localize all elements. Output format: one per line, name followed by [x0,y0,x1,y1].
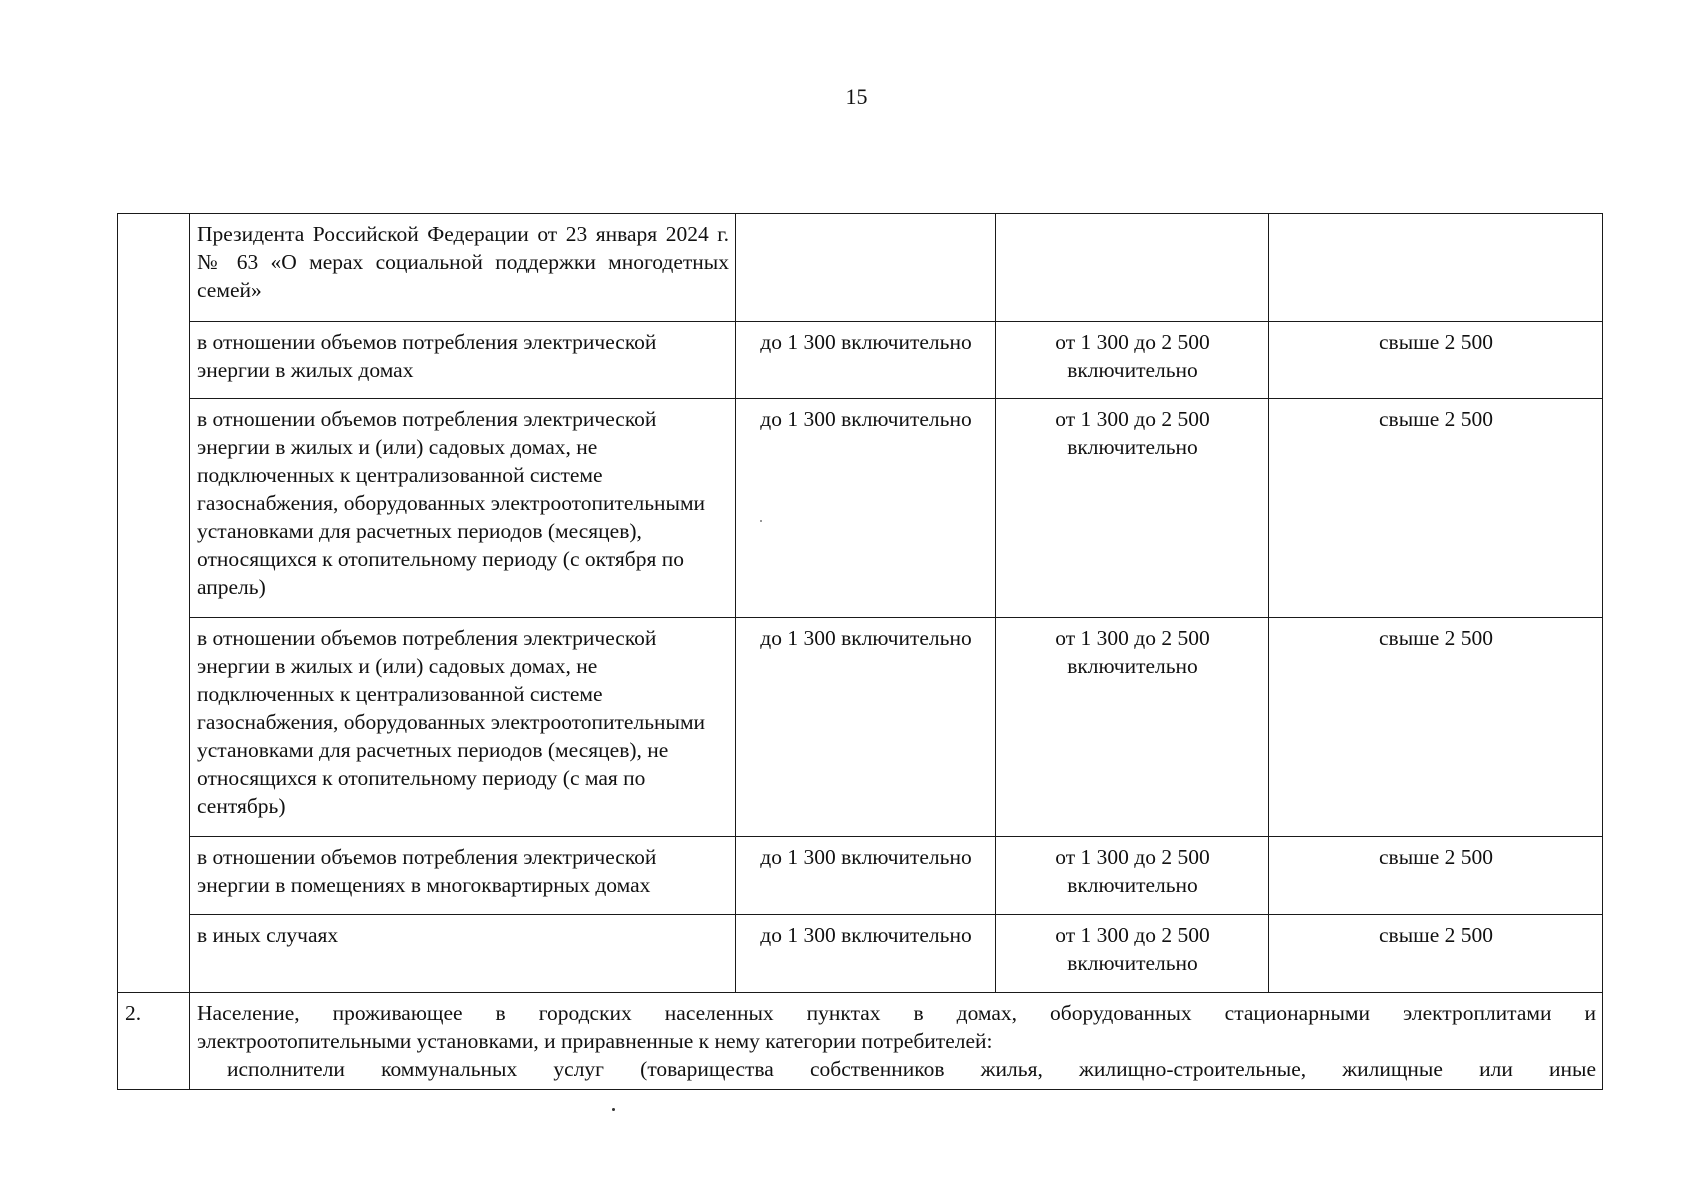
row-number-cell [118,915,190,993]
row-number-cell [118,214,190,322]
range-mid-cell: от 1 300 до 2 500 включительно [996,618,1269,837]
scan-speck [612,1108,615,1111]
table-row [118,214,1603,322]
range-high-cell: свыше 2 500 [1269,618,1603,837]
range-high-cell: свыше 2 500 [1269,837,1603,915]
row-description: Президента Российской Федерации от 23 января 2024 г. № 63 «О мерах социальной поддержки многодетных семей» [190,214,736,322]
row-number-cell [118,399,190,618]
range-low-cell: до 1 300 включительно [736,837,996,915]
scan-speck [760,520,762,522]
range-low-cell: до 1 300 включительно [736,322,996,399]
table-row [118,915,1603,993]
range-low-cell: до 1 300 включительно [736,399,996,618]
table-row [118,837,1603,915]
section-2-row [118,993,1603,1090]
table-row [118,322,1603,399]
range-high-cell: свыше 2 500 [1269,399,1603,618]
row-number-cell [118,618,190,837]
row-description: в отношении объемов потребления электрической энергии в жилых и (или) садовых домах, не подключенных к централизованной системе газоснабжения, оборудованных электроотопительными установками для расчетных периодов (месяцев), относящихся к отопительному периоду (с октября по апрель) [190,399,736,618]
range-mid-cell: от 1 300 до 2 500 включительно [996,915,1269,993]
row-description: в иных случаях [190,915,736,993]
table-row [118,399,1603,618]
section-2-description [190,993,1603,1090]
page-number: 15 [845,84,868,109]
row-number-cell [118,322,190,399]
section-2-line-2: электроотопительными установками, и приравненные к нему категории потребителей: [197,1029,993,1053]
range-high-cell: свыше 2 500 [1269,322,1603,399]
range-low-cell: до 1 300 включительно [736,915,996,993]
row-description: в отношении объемов потребления электрической энергии в жилых и (или) садовых домах, не подключенных к централизованной системе газоснабжения, оборудованных электроотопительными установками для расчетных периодов (месяцев), не относящихся к отопительному периоду (с мая по сентябрь) [190,618,736,837]
row-number-cell [118,837,190,915]
section-2-line-1: Население, проживающее в городских населенных пунктах в домах, оборудованных стационарными электроплитами и [197,1001,1596,1025]
range-mid-cell: от 1 300 до 2 500 включительно [996,322,1269,399]
range-high-cell [1269,214,1603,322]
section-number-cell: 2. [118,993,190,1090]
range-mid-cell [996,214,1269,322]
range-low-cell: до 1 300 включительно [736,618,996,837]
range-high-cell: свыше 2 500 [1269,915,1603,993]
range-low-cell [736,214,996,322]
section-2-line-3: исполнители коммунальных услуг (товарищества собственников жилья, жилищно-строительные, жилищные или иные [227,1057,1596,1081]
tariff-table [117,213,1603,1090]
range-mid-cell: от 1 300 до 2 500 включительно [996,399,1269,618]
row-description: в отношении объемов потребления электрической энергии в помещениях в многоквартирных домах [190,837,736,915]
range-mid-cell: от 1 300 до 2 500 включительно [996,837,1269,915]
row-description: в отношении объемов потребления электрической энергии в жилых домах [190,322,736,399]
table-row [118,618,1603,837]
